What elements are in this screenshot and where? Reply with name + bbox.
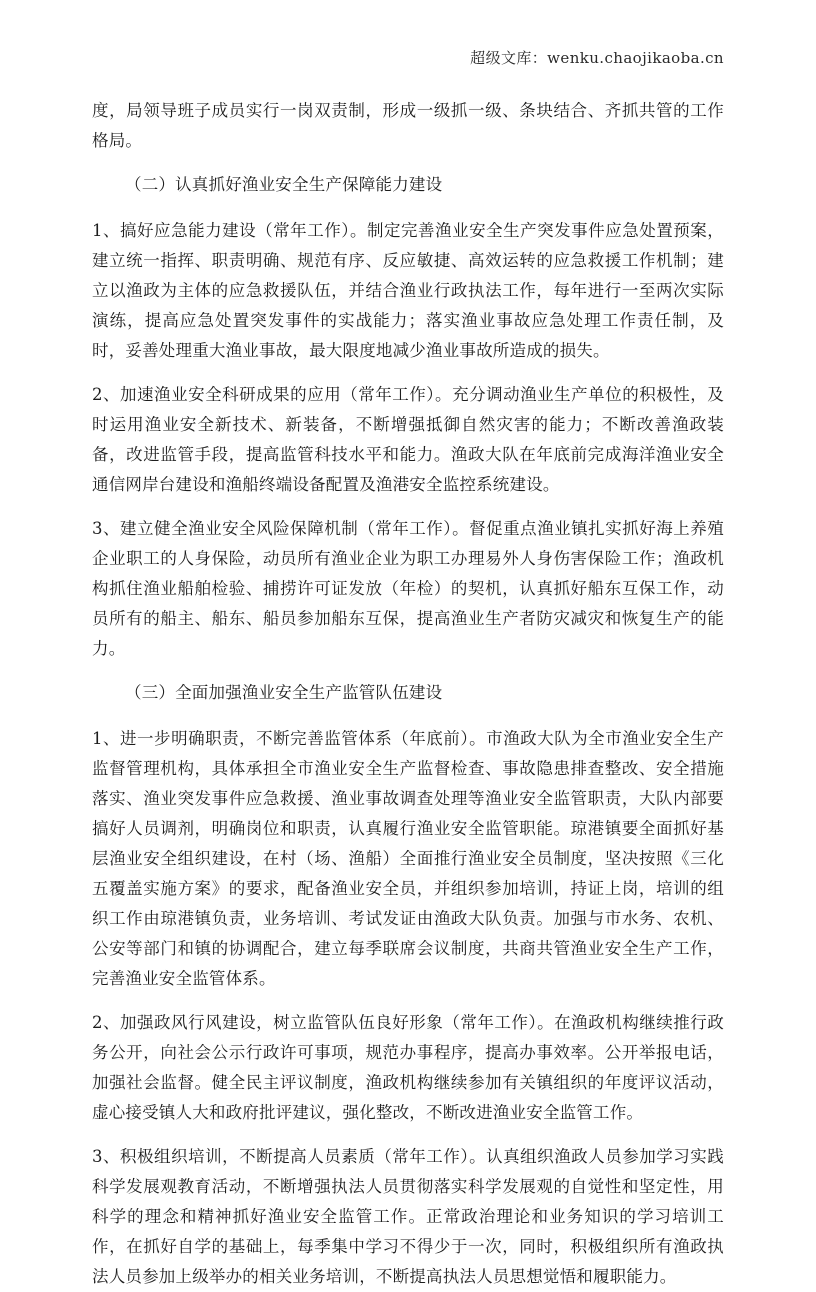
- paragraph-continuation: 度，局领导班子成员实行一岗双责制，形成一级抓一级、条块结合、齐抓共管的工作格局。: [92, 101, 724, 150]
- paragraph-2-2: 2、加速渔业安全科研成果的应用（常年工作）。充分调动渔业生产单位的积极性，及时运用渔业安全新技术、新装备，不断增强抵御自然灾害的能力；不断改善渔政装备，改进监管手段，提高监管科技水平和能力。渔政大队在年底前完成海洋渔业安全通信网岸台建设和渔船终端设备配置及渔港安全监控系统建设。: [92, 385, 724, 494]
- section-heading-three: （三）全面加强渔业安全生产监管队伍建设: [125, 683, 443, 702]
- paragraph-3-3: 3、积极组织培训，不断提高人员素质（常年工作）。认真组织渔政人员参加学习实践科学发展观教育活动，不断增强执法人员贯彻落实科学发展观的自觉性和坚定性，用科学的理念和精神抓好渔业安全监管工作。正常政治理论和业务知识的学习培训工作，在抓好自学的基础上，每季集中学习不得少于一次，同时，积极组织所有渔政执法人员参加上级举办的相关业务培训，不断提高执法人员思想觉悟和履职能力。: [92, 1147, 724, 1286]
- document-body: [92, 96, 724, 1292]
- page-header: [0, 48, 816, 72]
- section-heading-two: （二）认真抓好渔业安全生产保障能力建设: [125, 175, 443, 194]
- paragraph-2-1: 1、搞好应急能力建设（常年工作）。制定完善渔业安全生产突发事件应急处置预案，建立统一指挥、职责明确、规范有序、反应敏捷、高效运转的应急救援工作机制；建立以渔政为主体的应急救援队伍，并结合渔业行政执法工作，每年进行一至两次实际演练，提高应急处置突发事件的实战能力；落实渔业事故应急处理工作责任制，及时，妥善处理重大渔业事故，最大限度地减少渔业事故所造成的损失。: [92, 221, 724, 360]
- paragraph-2-3: 3、建立健全渔业安全风险保障机制（常年工作）。督促重点渔业镇扎实抓好海上养殖企业职工的人身保险，动员所有渔业企业为职工办理易外人身伤害保险工作；渔政机构抓住渔业船舶检验、捕捞许可证发放（年检）的契机，认真抓好船东互保工作，动员所有的船主、船东、船员参加船东互保，提高渔业生产者防灾减灾和恢复生产的能力。: [92, 519, 724, 658]
- paragraph-3-2: 2、加强政风行风建设，树立监管队伍良好形象（常年工作）。在渔政机构继续推行政务公开，向社会公示行政许可事项，规范办事程序，提高办事效率。公开举报电话，加强社会监督。健全民主评议制度，渔政机构继续参加有关镇组织的年度评议活动，虚心接受镇人大和政府批评建议，强化整改，不断改进渔业安全监管工作。: [92, 1013, 724, 1122]
- paragraph-3-1: 1、进一步明确职责，不断完善监管体系（年底前）。市渔政大队为全市渔业安全生产监督管理机构，具体承担全市渔业安全生产监督检查、事故隐患排查整改、安全措施落实、渔业突发事件应急救援、渔业事故调查处理等渔业安全监管职责，大队内部要搞好人员调剂，明确岗位和职责，认真履行渔业安全监管职能。琼港镇要全面抓好基层渔业安全组织建设，在村（场、渔船）全面推行渔业安全员制度，坚决按照《三化五覆盖实施方案》的要求，配备渔业安全员，并组织参加培训，持证上岗，培训的组织工作由琼港镇负责，业务培训、考试发证由渔政大队负责。加强与市水务、农机、公安等部门和镇的协调配合，建立每季联席会议制度，共商共管渔业安全生产工作，完善渔业安全监管体系。: [92, 729, 724, 988]
- site-watermark-text: 超级文库：wenku.chaojikaoba.cn: [470, 49, 724, 67]
